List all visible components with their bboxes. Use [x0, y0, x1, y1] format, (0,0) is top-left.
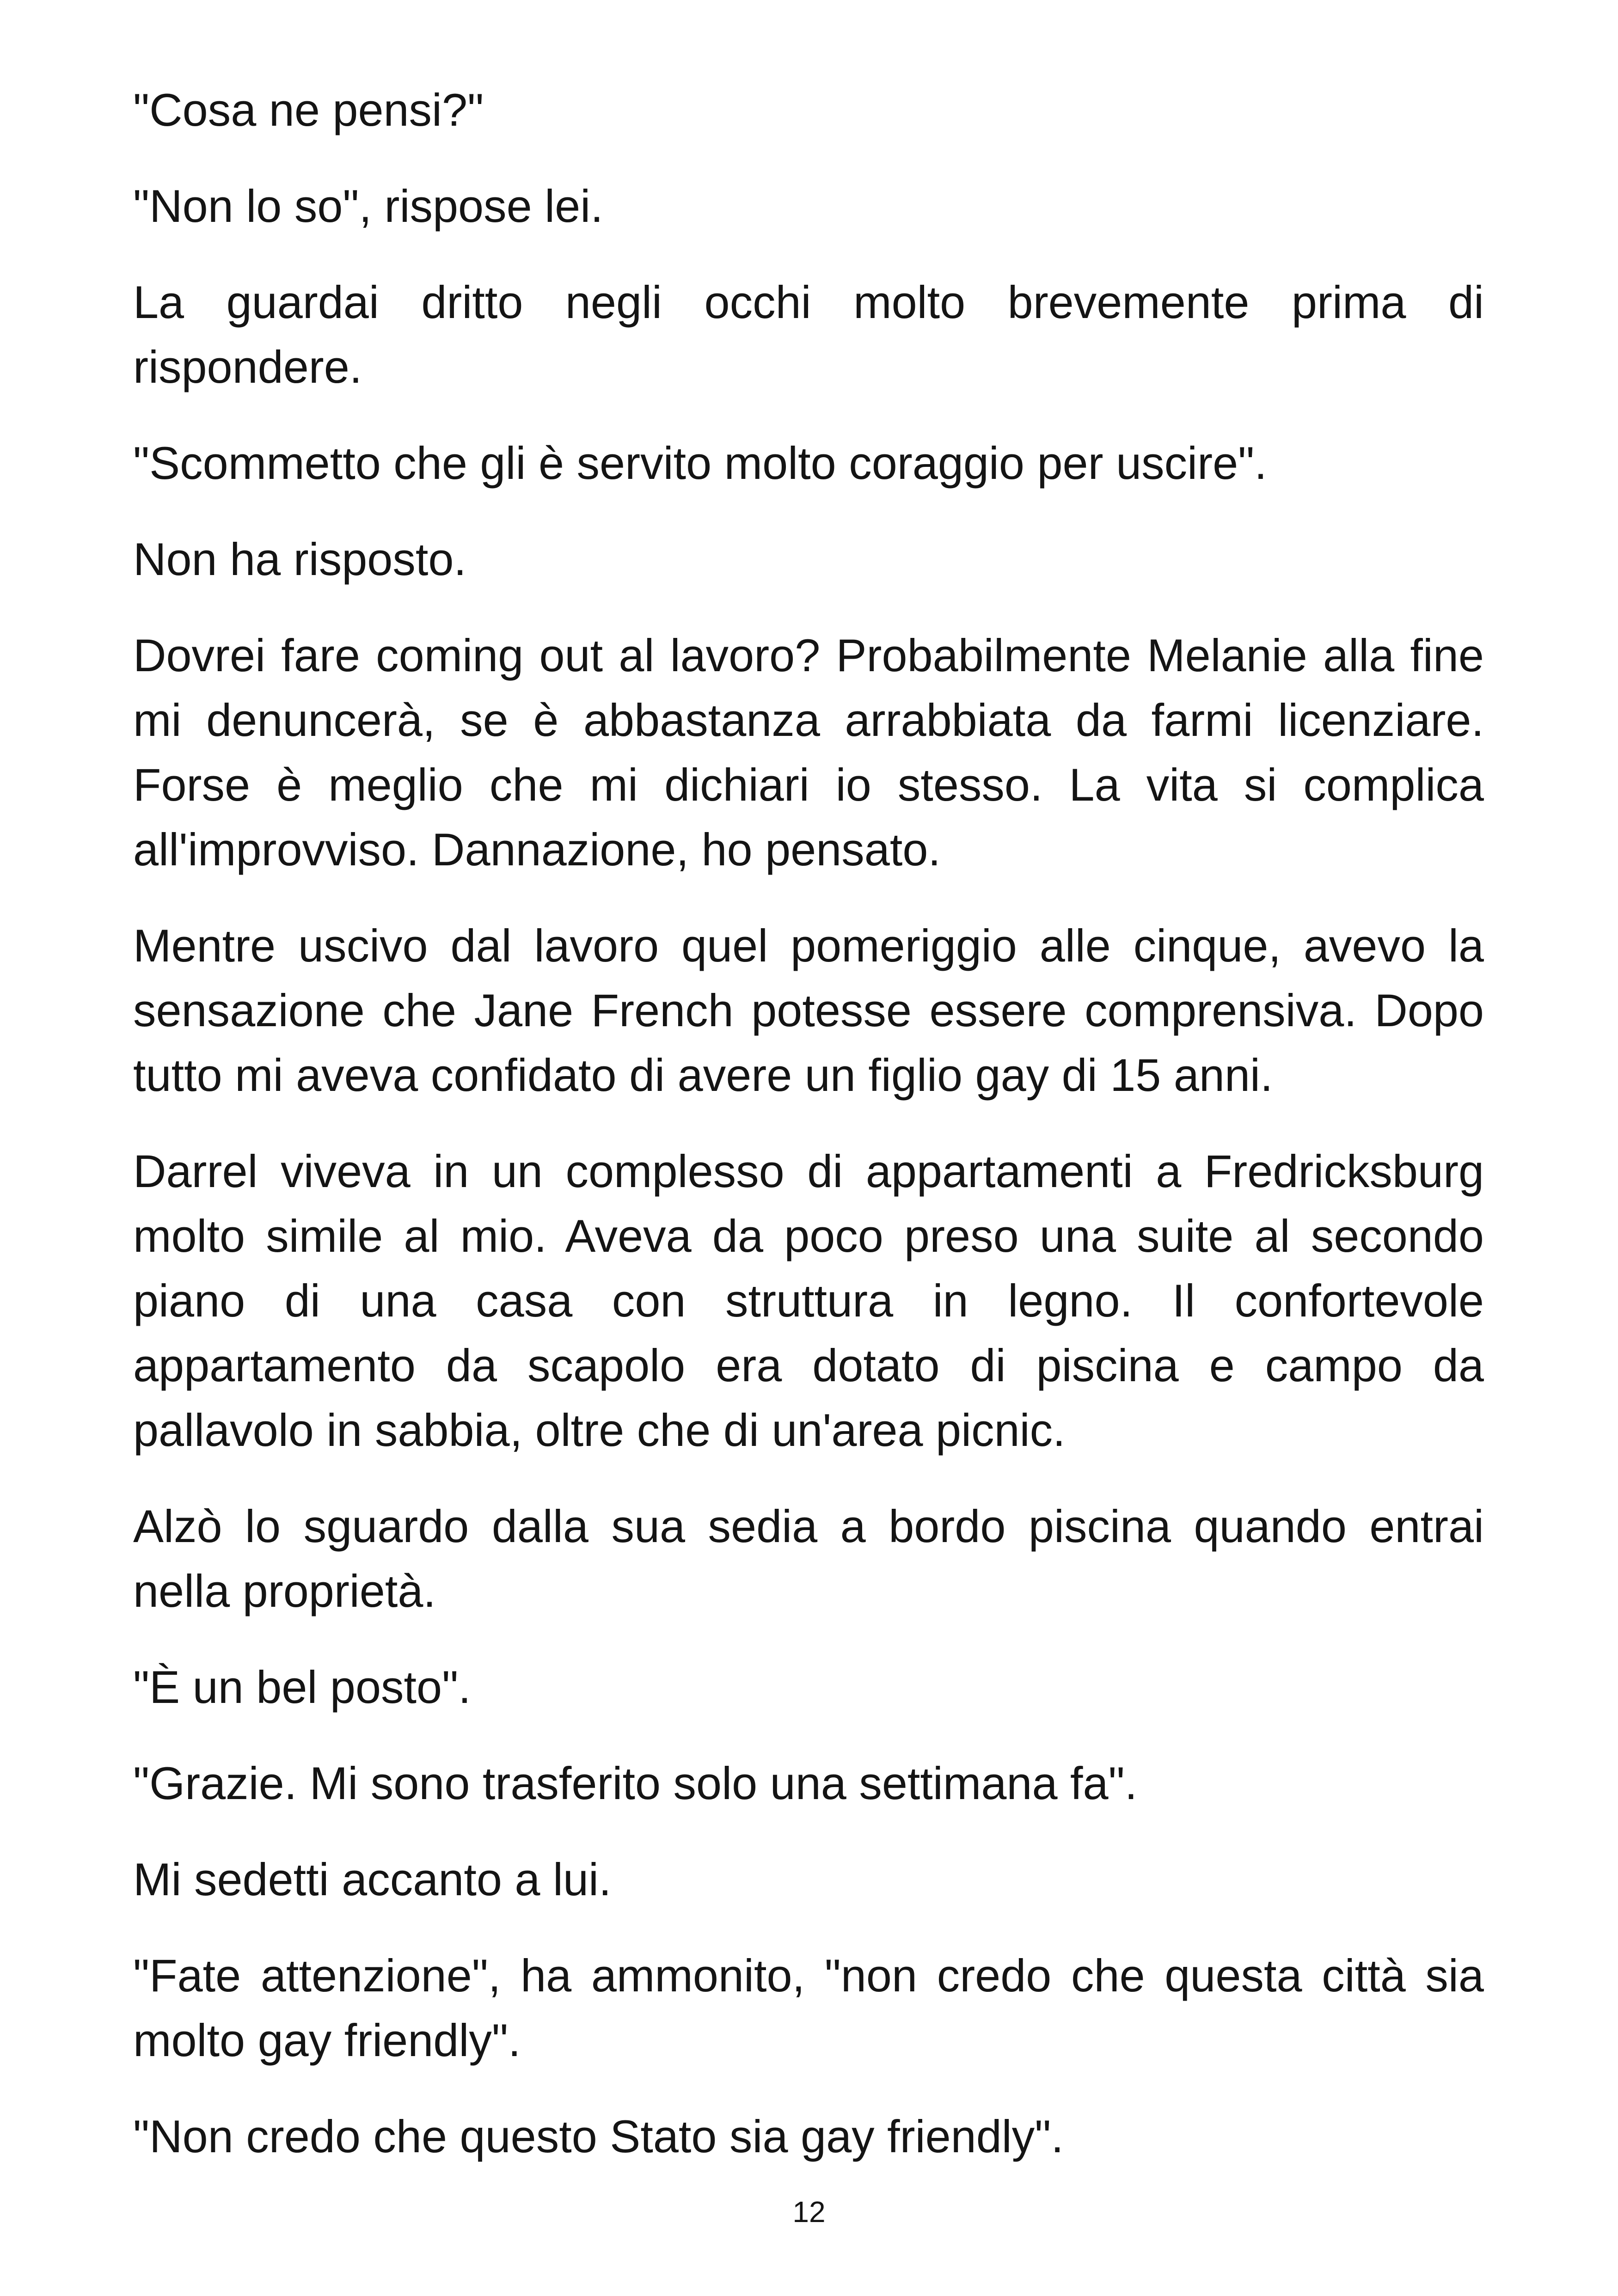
paragraph: La guardai dritto negli occhi molto brevemente prima di rispondere. — [133, 276, 1484, 392]
paragraph: "Non lo so", rispose lei. — [133, 180, 603, 232]
paragraph: Alzò lo sguardo dalla sua sedia a bordo piscina quando entrai nella proprietà. — [133, 1500, 1484, 1616]
paragraph: "Scommetto che gli è servito molto coraggio per uscire". — [133, 437, 1267, 489]
paragraph: Mentre uscivo dal lavoro quel pomeriggio alle cinque, avevo la sensazione che Jane French potesse essere comprensiva. Dopo tutto mi aveva confidato di avere un figlio gay di 15 anni. — [133, 920, 1484, 1101]
page-body — [133, 78, 1484, 2169]
paragraph: Non ha risposto. — [133, 533, 466, 585]
paragraph: "Grazie. Mi sono trasferito solo una settimana fa". — [133, 1757, 1138, 1809]
paragraph: Mi sedetti accanto a lui. — [133, 1854, 612, 1905]
paragraph: "Non credo che questo Stato sia gay friendly". — [133, 2111, 1064, 2162]
paragraph: "Fate attenzione", ha ammonito, "non credo che questa città sia molto gay friendly". — [133, 1950, 1484, 2066]
paragraph: Darrel viveva in un complesso di appartamenti a Fredricksburg molto simile al mio. Aveva da poco preso una suite al secondo piano di una casa con struttura in legno. Il confortevole appartamento da scapolo era dotato di piscina e campo da pallavolo in sabbia, oltre che di un'area picnic. — [133, 1145, 1484, 1456]
paragraph: Dovrei fare coming out al lavoro? Probabilmente Melanie alla fine mi denuncerà, se è abbastanza arrabbiata da farmi licenziare. Forse è meglio che mi dichiari io stesso. La vita si complica all'improvviso. Dannazione, ho pensato. — [133, 630, 1484, 875]
page-number: 12 — [792, 2195, 826, 2229]
paragraph: "È un bel posto". — [133, 1661, 471, 1713]
paragraph: "Cosa ne pensi?" — [133, 84, 484, 135]
